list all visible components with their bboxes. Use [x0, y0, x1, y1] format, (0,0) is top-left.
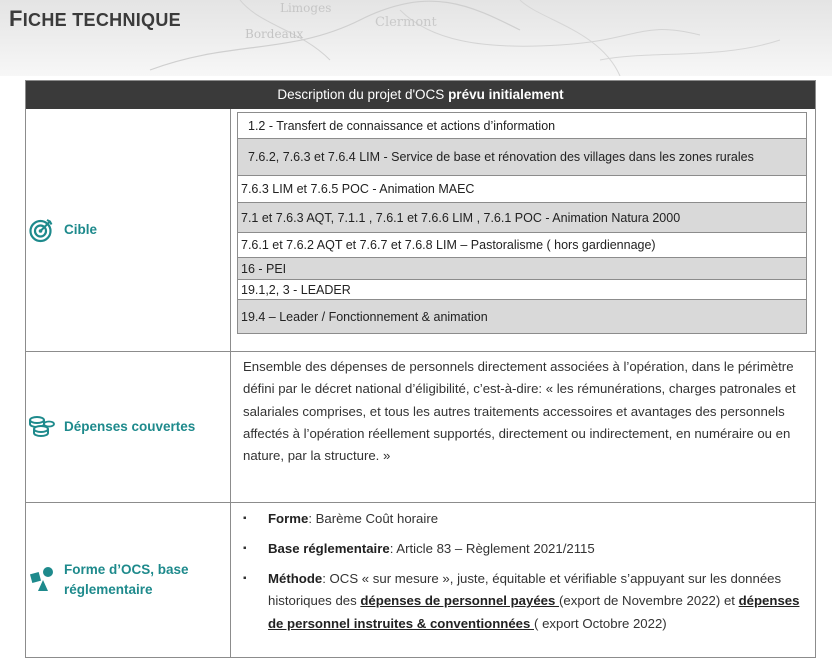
cible-item: 1.2 - Transfert de connaissance et actions d’information: [237, 112, 807, 139]
cible-item: 7.1 et 7.6.3 AQT, 7.1.1 , 7.6.1 et 7.6.6 LIM , 7.6.1 POC - Animation Natura 2000: [237, 202, 807, 233]
target-icon: [28, 216, 56, 244]
coins-icon: [28, 413, 56, 441]
depenses-label-cell: [26, 352, 230, 502]
instruites-link: dépenses de personnel instruites & conventionnées: [268, 593, 800, 631]
spec-table: [25, 80, 816, 658]
title-banner: [0, 0, 832, 76]
cible-list: [237, 112, 807, 334]
map-word: Bordeaux: [245, 27, 304, 41]
cible-item: 19.1,2, 3 - LEADER: [237, 279, 807, 300]
map-word: Clermont: [375, 15, 437, 30]
depenses-label: Dépenses couvertes: [64, 419, 196, 434]
cible-item: 7.6.3 LIM et 7.6.5 POC - Animation MAEC: [237, 175, 807, 203]
page-title: FICHE TECHNIQUE: [9, 6, 181, 31]
cible-item: 19.4 – Leader / Fonctionnement & animation: [237, 299, 807, 334]
forme-bullet: ▪ Forme: Barème Coût horaire: [243, 508, 808, 530]
methode-bullet: ▪ Méthode: OCS « sur mesure », juste, équitable et vérifiable s’appuyant sur les données historiques des dépenses de personnel payées (export de Novembre 2022) et dépenses de personnel instruites & conventionnées ( export Octobre 2022): [243, 568, 808, 635]
table-header: Description du projet d'OCS prévu initialement: [26, 81, 815, 109]
bullet-icon: ▪: [243, 513, 247, 524]
depenses-description: Ensemble des dépenses de personnels directement associées à l’opération, dans le périmètre défini par le décret national d’éligibilité, c’est-à-dire: « les rémunérations, charges patronales et salariales comprises, et tous les autres traitements accessoires et avantages des personnels affectés à l’opération réellement supportés, directement ou indirectement, en numéraire ou en nature, par la structure. »: [243, 359, 796, 464]
cible-item: 7.6.2, 7.6.3 et 7.6.4 LIM - Service de base et rénovation des villages dans les zones rurales: [237, 138, 807, 176]
map-word: Limoges: [280, 1, 332, 15]
forme-label: Forme d’OCS, base réglementaire: [64, 562, 189, 597]
base-bullet: ▪ Base réglementaire: Article 83 – Règlement 2021/2115: [243, 538, 808, 560]
column-divider: [230, 109, 231, 657]
forme-label-cell: [26, 503, 230, 657]
bullet-icon: ▪: [243, 573, 247, 584]
cible-item: 16 - PEI: [237, 257, 807, 280]
cible-label-cell: [26, 109, 230, 351]
cible-item: 7.6.1 et 7.6.2 AQT et 7.6.7 et 7.6.8 LIM – Pastoralisme ( hors gardiennage): [237, 232, 807, 258]
cible-label: Cible: [64, 222, 98, 237]
shapes-icon: [28, 566, 56, 594]
payees-link: dépenses de personnel payées: [360, 593, 560, 609]
bullet-icon: ▪: [243, 543, 247, 554]
